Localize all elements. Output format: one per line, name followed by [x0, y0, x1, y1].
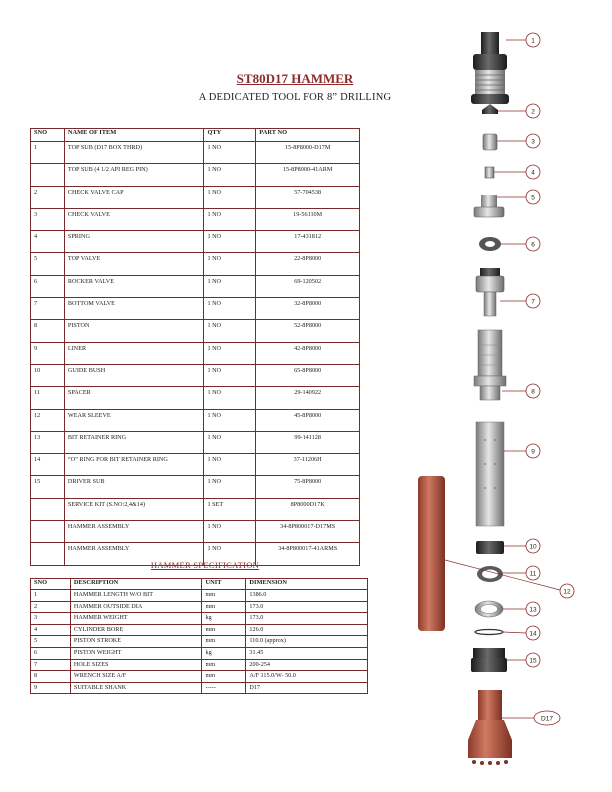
guide-bush-part	[476, 541, 504, 554]
parts-cell-part: 22-8P8000	[256, 253, 360, 275]
parts-cell-sno: 14	[31, 454, 65, 476]
spec-cell-dim: 110.0 (approx)	[246, 636, 368, 648]
parts-cell-part: 34-8P800017-D17MS	[256, 521, 360, 543]
parts-cell-qty: 1 NO	[204, 275, 256, 297]
spec-cell-unit: mm	[202, 590, 246, 602]
svg-text:6: 6	[531, 241, 535, 249]
svg-text:13: 13	[529, 606, 537, 614]
callout-14	[526, 626, 540, 640]
parts-cell-part: 69-120502	[256, 275, 360, 297]
callout-5	[526, 190, 540, 204]
parts-cell-sno: 10	[31, 364, 65, 386]
spec-cell-sno: 7	[31, 659, 71, 671]
parts-cell-sno: 3	[31, 208, 65, 230]
svg-text:10: 10	[529, 543, 537, 551]
spec-cell-desc: PISTON WEIGHT	[70, 647, 202, 659]
parts-cell-name: BOTTOM VALVE	[64, 298, 204, 320]
parts-cell-part: 17-431812	[256, 231, 360, 253]
spec-cell-desc: HOLE SIZES	[70, 659, 202, 671]
liner-part	[476, 422, 504, 526]
svg-text:15: 15	[529, 657, 537, 665]
spec-cell-dim: A/F 115.0/W- 50.0	[246, 671, 368, 683]
parts-cell-qty: 1 SET	[204, 498, 256, 520]
parts-cell-name: CHECK VALVE CAP	[64, 186, 204, 208]
spec-cell-unit: mm	[202, 671, 246, 683]
parts-cell-name: WEAR SLEEVE	[64, 409, 204, 431]
callout-7	[526, 294, 540, 308]
spec-header-sno: SNO	[31, 579, 71, 590]
parts-cell-qty: 1 NO	[204, 364, 256, 386]
parts-cell-part: 8P8000D17K	[256, 498, 360, 520]
spec-header-unit: UNIT	[202, 579, 246, 590]
parts-cell-sno: 8	[31, 320, 65, 342]
parts-cell-name: SERVICE KIT (S.NO:2,4&14)	[64, 498, 204, 520]
parts-cell-sno: 6	[31, 275, 65, 297]
parts-cell-qty: 1 NO	[204, 186, 256, 208]
callout-9	[526, 444, 540, 458]
spec-cell-dim: 173.0	[246, 601, 368, 613]
spec-cell-unit: mm	[202, 659, 246, 671]
parts-cell-part: 99-141128	[256, 431, 360, 453]
d17-bit-part	[468, 690, 512, 765]
spec-cell-desc: CYLINDER BORE	[70, 624, 202, 636]
top-valve-part	[474, 195, 504, 217]
svg-text:12: 12	[563, 588, 571, 596]
spring-part	[485, 167, 494, 178]
spec-cell-dim: 31.45	[246, 647, 368, 659]
parts-cell-name: LINER	[64, 342, 204, 364]
svg-text:2: 2	[531, 108, 535, 116]
callout-6	[526, 237, 540, 251]
spec-header-desc: DESCRIPTION	[70, 579, 202, 590]
svg-text:4: 4	[531, 169, 535, 177]
parts-cell-part: 19-56110M	[256, 208, 360, 230]
svg-text:8: 8	[531, 388, 535, 396]
parts-cell-part: 65-8P8000	[256, 364, 360, 386]
document-title: ST80D17 HAMMER	[236, 71, 354, 86]
parts-cell-part: 15-8P8000-41ARM	[256, 164, 360, 186]
spec-cell-sno: 3	[31, 613, 71, 625]
parts-cell-name: “O” RING FOR BIT RETAINER RING	[64, 454, 204, 476]
spec-cell-desc: HAMMER OUTSIDE DIA	[70, 601, 202, 613]
parts-cell-qty: 1 NO	[204, 208, 256, 230]
parts-cell-sno: 11	[31, 387, 65, 409]
svg-text:5: 5	[531, 194, 535, 202]
spec-cell-dim: 173.0	[246, 613, 368, 625]
parts-cell-part: 52-8P8000	[256, 320, 360, 342]
parts-cell-name: BIT RETAINER RING	[64, 431, 204, 453]
parts-cell-sno: 7	[31, 298, 65, 320]
parts-cell-name: PISTON	[64, 320, 204, 342]
top-sub-part	[471, 32, 509, 104]
parts-cell-part: 34-8P800017-41ARMS	[256, 543, 360, 565]
parts-cell-sno: 13	[31, 431, 65, 453]
bit-retainer-ring-part	[475, 601, 503, 617]
rocker-valve-part	[479, 237, 501, 251]
parts-cell-part: 32-8P8000	[256, 298, 360, 320]
parts-cell-name: HAMMER ASSEMBLY	[64, 543, 204, 565]
parts-cell-qty: 1 NO	[204, 431, 256, 453]
spec-cell-unit: mm	[202, 636, 246, 648]
document-subtitle: A DEDICATED TOOL FOR 8” DRILLING	[198, 92, 392, 103]
parts-cell-sno: 9	[31, 342, 65, 364]
callout-2	[526, 104, 540, 118]
spec-cell-unit: kg	[202, 647, 246, 659]
svg-text:D17: D17	[541, 715, 553, 723]
o-ring-part	[475, 630, 503, 635]
spec-cell-sno: 2	[31, 601, 71, 613]
callout-1	[526, 33, 540, 47]
spec-cell-sno: 1	[31, 590, 71, 602]
callout-10	[526, 539, 540, 553]
parts-cell-part: 37-11206H	[256, 454, 360, 476]
bottom-valve-part	[476, 268, 504, 316]
parts-cell-part: 42-8P8000	[256, 342, 360, 364]
parts-cell-name: TOP VALVE	[64, 253, 204, 275]
parts-cell-sno: 15	[31, 476, 65, 498]
parts-cell-qty: 1 NO	[204, 476, 256, 498]
parts-cell-qty: 1 NO	[204, 387, 256, 409]
spec-cell-sno: 8	[31, 671, 71, 683]
parts-cell-name: SPRING	[64, 231, 204, 253]
parts-cell-name: DRIVER SUB	[64, 476, 204, 498]
svg-text:1: 1	[531, 37, 535, 45]
spec-cell-unit: mm	[202, 624, 246, 636]
parts-cell-qty: 1 NO	[204, 409, 256, 431]
svg-text:9: 9	[531, 448, 535, 456]
spec-cell-unit: kg	[202, 613, 246, 625]
parts-cell-name: SPACER	[64, 387, 204, 409]
spec-cell-desc: HAMMER LENGTH W/O BIT	[70, 590, 202, 602]
parts-cell-qty: 1 NO	[204, 231, 256, 253]
parts-cell-part: 57-704538	[256, 186, 360, 208]
callout-4	[526, 165, 540, 179]
spec-title: HAMMER SPECIFICATION	[150, 560, 260, 570]
parts-cell-part: 75-8P8000	[256, 476, 360, 498]
parts-cell-name: HAMMER ASSEMBLY	[64, 521, 204, 543]
driver-sub-part	[471, 648, 507, 672]
parts-header-qty: QTY	[204, 129, 256, 142]
spec-cell-dim: 1386.0	[246, 590, 368, 602]
callout-15	[526, 653, 540, 667]
spec-cell-desc: PISTON STROKE	[70, 636, 202, 648]
parts-cell-qty: 1 NO	[204, 142, 256, 164]
callout-d17	[534, 711, 560, 725]
parts-cell-qty: 1 NO	[204, 543, 256, 565]
parts-cell-sno: 5	[31, 253, 65, 275]
parts-cell-qty: 1 NO	[204, 253, 256, 275]
parts-cell-qty: 1 NO	[204, 342, 256, 364]
parts-cell-name: CHECK VALVE	[64, 208, 204, 230]
callout-8	[526, 384, 540, 398]
spec-cell-sno: 6	[31, 647, 71, 659]
piston-part	[474, 330, 506, 400]
svg-text:14: 14	[529, 630, 537, 638]
spec-cell-dim: D17	[246, 682, 368, 694]
check-valve-part	[483, 134, 497, 150]
spec-cell-desc: WRENCH SIZE A/F	[70, 671, 202, 683]
callout-12	[560, 584, 574, 598]
svg-text:7: 7	[531, 298, 535, 306]
spec-cell-unit: -----	[202, 682, 246, 694]
spec-header-dim: DIMENSION	[246, 579, 368, 590]
parts-cell-qty: 1 NO	[204, 521, 256, 543]
parts-cell-sno: 2	[31, 186, 65, 208]
parts-cell-part: 29-140922	[256, 387, 360, 409]
parts-cell-name: GUIDE BUSH	[64, 364, 204, 386]
callout-11	[526, 566, 540, 580]
spec-cell-dim: 200-254	[246, 659, 368, 671]
parts-cell-sno: 12	[31, 409, 65, 431]
spec-cell-sno: 4	[31, 624, 71, 636]
parts-header-part: PART NO	[256, 129, 360, 142]
spec-cell-dim: 126.0	[246, 624, 368, 636]
parts-cell-name: ROCKER VALVE	[64, 275, 204, 297]
parts-cell-qty: 1 NO	[204, 454, 256, 476]
spec-cell-sno: 5	[31, 636, 71, 648]
parts-cell-qty: 1 NO	[204, 320, 256, 342]
spec-cell-desc: HAMMER WEIGHT	[70, 613, 202, 625]
parts-header-name: NAME OF ITEM	[64, 129, 204, 142]
parts-header-sno: SNO	[31, 129, 65, 142]
wear-sleeve-part	[418, 476, 445, 631]
spec-cell-unit: mm	[202, 601, 246, 613]
svg-text:3: 3	[531, 138, 535, 146]
parts-cell-qty: 1 NO	[204, 164, 256, 186]
parts-cell-name: TOP SUB (4 1/2 API REG PIN)	[64, 164, 204, 186]
svg-text:11: 11	[529, 570, 537, 578]
check-valve-cap-part	[482, 104, 498, 114]
parts-cell-name: TOP SUB (D17 BOX THRD)	[64, 142, 204, 164]
callout-13	[526, 602, 540, 616]
spec-cell-sno: 9	[31, 682, 71, 694]
parts-cell-qty: 1 NO	[204, 298, 256, 320]
parts-cell-sno: 1	[31, 142, 65, 164]
callout-3	[526, 134, 540, 148]
spec-cell-desc: SUITABLE SHANK	[70, 682, 202, 694]
parts-cell-sno: 4	[31, 231, 65, 253]
parts-cell-part: 15-8P8000-D17M	[256, 142, 360, 164]
parts-cell-part: 45-8P8000	[256, 409, 360, 431]
